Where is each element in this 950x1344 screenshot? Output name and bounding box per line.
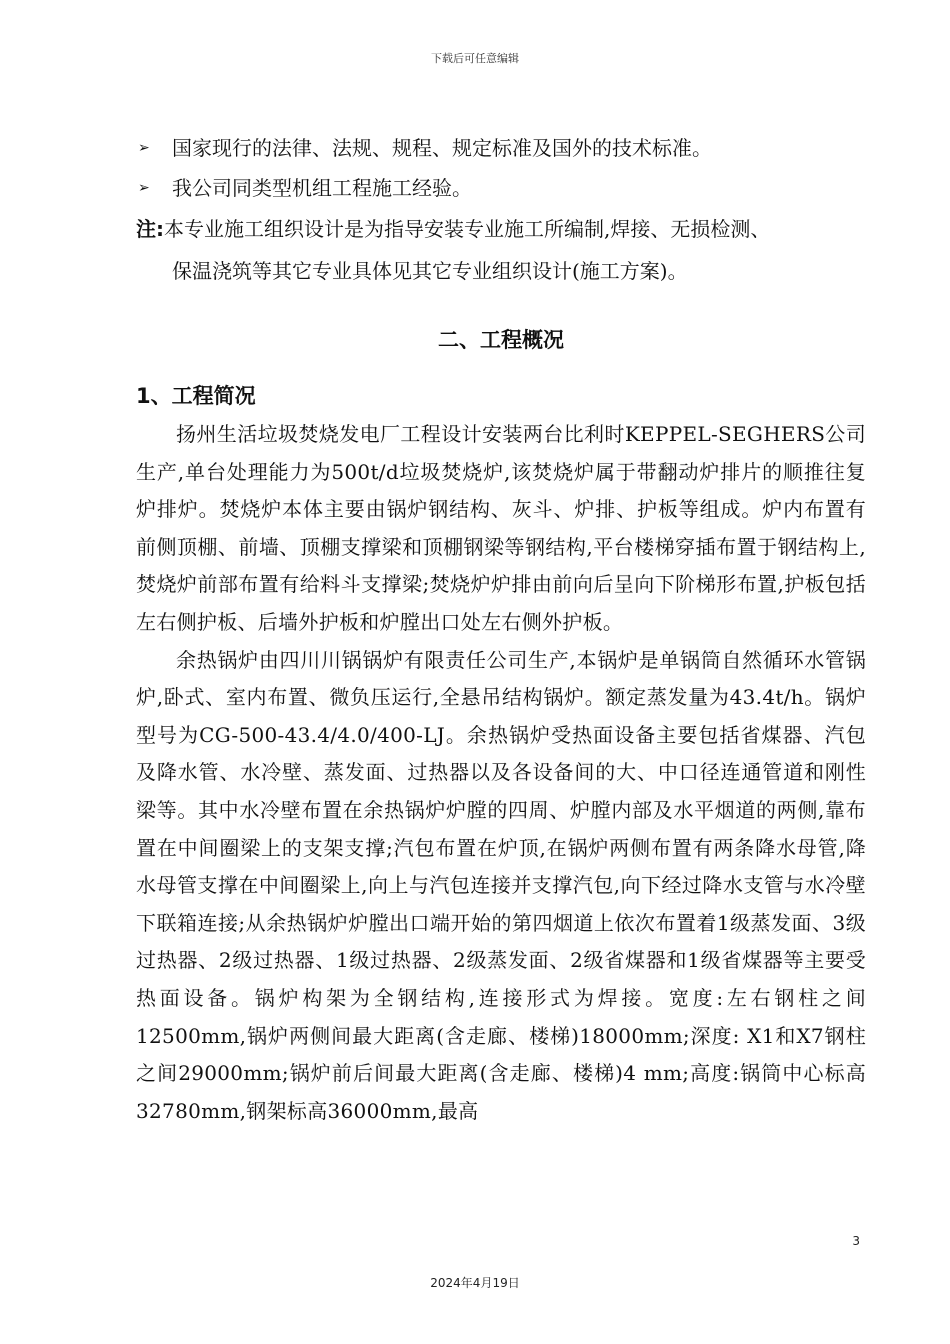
- note-first-line: [136, 208, 866, 250]
- note-text-line-2: 保温浇筑等其它专业具体见其它专业组织设计(施工方案)。: [172, 259, 688, 283]
- paragraph-waste-heat-boiler: 余热锅炉由四川川锅锅炉有限责任公司生产,本锅炉是单锅筒自然循环水管锅炉,卧式、室内布置、微负压运行,全悬吊结构锅炉。额定蒸发量为43.4t/h。锅炉型号为CG-500-43.4/4.0/400-LJ。余热锅炉受热面设备主要包括省煤器、汽包及降水管、水冷壁、蒸发面、过热器以及各设备间的大、中口径连通管道和刚性梁等。其中水冷壁布置在余热锅炉炉膛的四周、炉膛内部及水平烟道的两侧,靠布置在中间圈梁上的支架支撑;汽包布置在炉顶,在锅炉两侧布置有两条降水母管,降水母管支撑在中间圈梁上,向上与汽包连接并支撑汽包,向下经过降水支管与水冷壁下联箱连接;从余热锅炉炉膛出口端开始的第四烟道上依次布置着1级蒸发面、3级过热器、2级过热器、1级过热器、2级蒸发面、2级省煤器和1级省煤器等主要受热面设备。锅炉构架为全钢结构,连接形式为焊接。宽度:左右钢柱之间12500mm,锅炉两侧间最大距离(含走廊、楼梯)18000mm;深度: X1和X7钢柱之间29000mm;锅炉前后间最大距离(含走廊、楼梯)4 mm;高度:锅筒中心标高32780mm,钢架标高36000mm,最高: [136, 647, 866, 1123]
- bullet-text: 国家现行的法律、法规、规程、规定标准及国外的技术标准。: [172, 136, 712, 160]
- paragraph-incinerator: 扬州生活垃圾焚烧发电厂工程设计安装两台比利时KEPPEL-SEGHERS公司生产,单台处理能力为500t/d垃圾焚烧炉,该焚烧炉属于带翻动炉排片的顺推往复炉排炉。焚烧炉本体主要由锅炉钢结构、灰斗、炉排、护板等组成。炉内布置有前侧顶棚、前墙、顶棚支撑梁和顶棚钢梁等钢结构,平台楼梯穿插布置于钢结构上,焚烧炉前部布置有给料斗支撑梁;焚烧炉炉排由前向后呈向下阶梯形布置,护板包括左右侧护板、后墙外护板和炉膛出口处左右侧外护板。: [136, 422, 866, 634]
- note-label: 注:: [136, 217, 164, 241]
- bullet-item: [136, 128, 866, 168]
- arrowhead-bullet-icon: ➢: [138, 140, 150, 156]
- note-block: [136, 208, 866, 292]
- footer-date: 2024年4月19日: [430, 1276, 520, 1290]
- bullet-text: 我公司同类型机组工程施工经验。: [172, 176, 472, 200]
- bullet-item: [136, 168, 866, 208]
- subsection-title: 1、工程简况: [136, 384, 256, 408]
- header-note: 下载后可任意编辑: [431, 52, 519, 65]
- page-number: 3: [852, 1234, 860, 1248]
- arrowhead-bullet-icon: ➢: [138, 180, 150, 196]
- note-text-line-1: 本专业施工组织设计是为指导安装专业施工所编制,焊接、无损检测、: [164, 217, 771, 241]
- section-title: 二、工程概况: [438, 328, 564, 352]
- page-content: [136, 128, 866, 1130]
